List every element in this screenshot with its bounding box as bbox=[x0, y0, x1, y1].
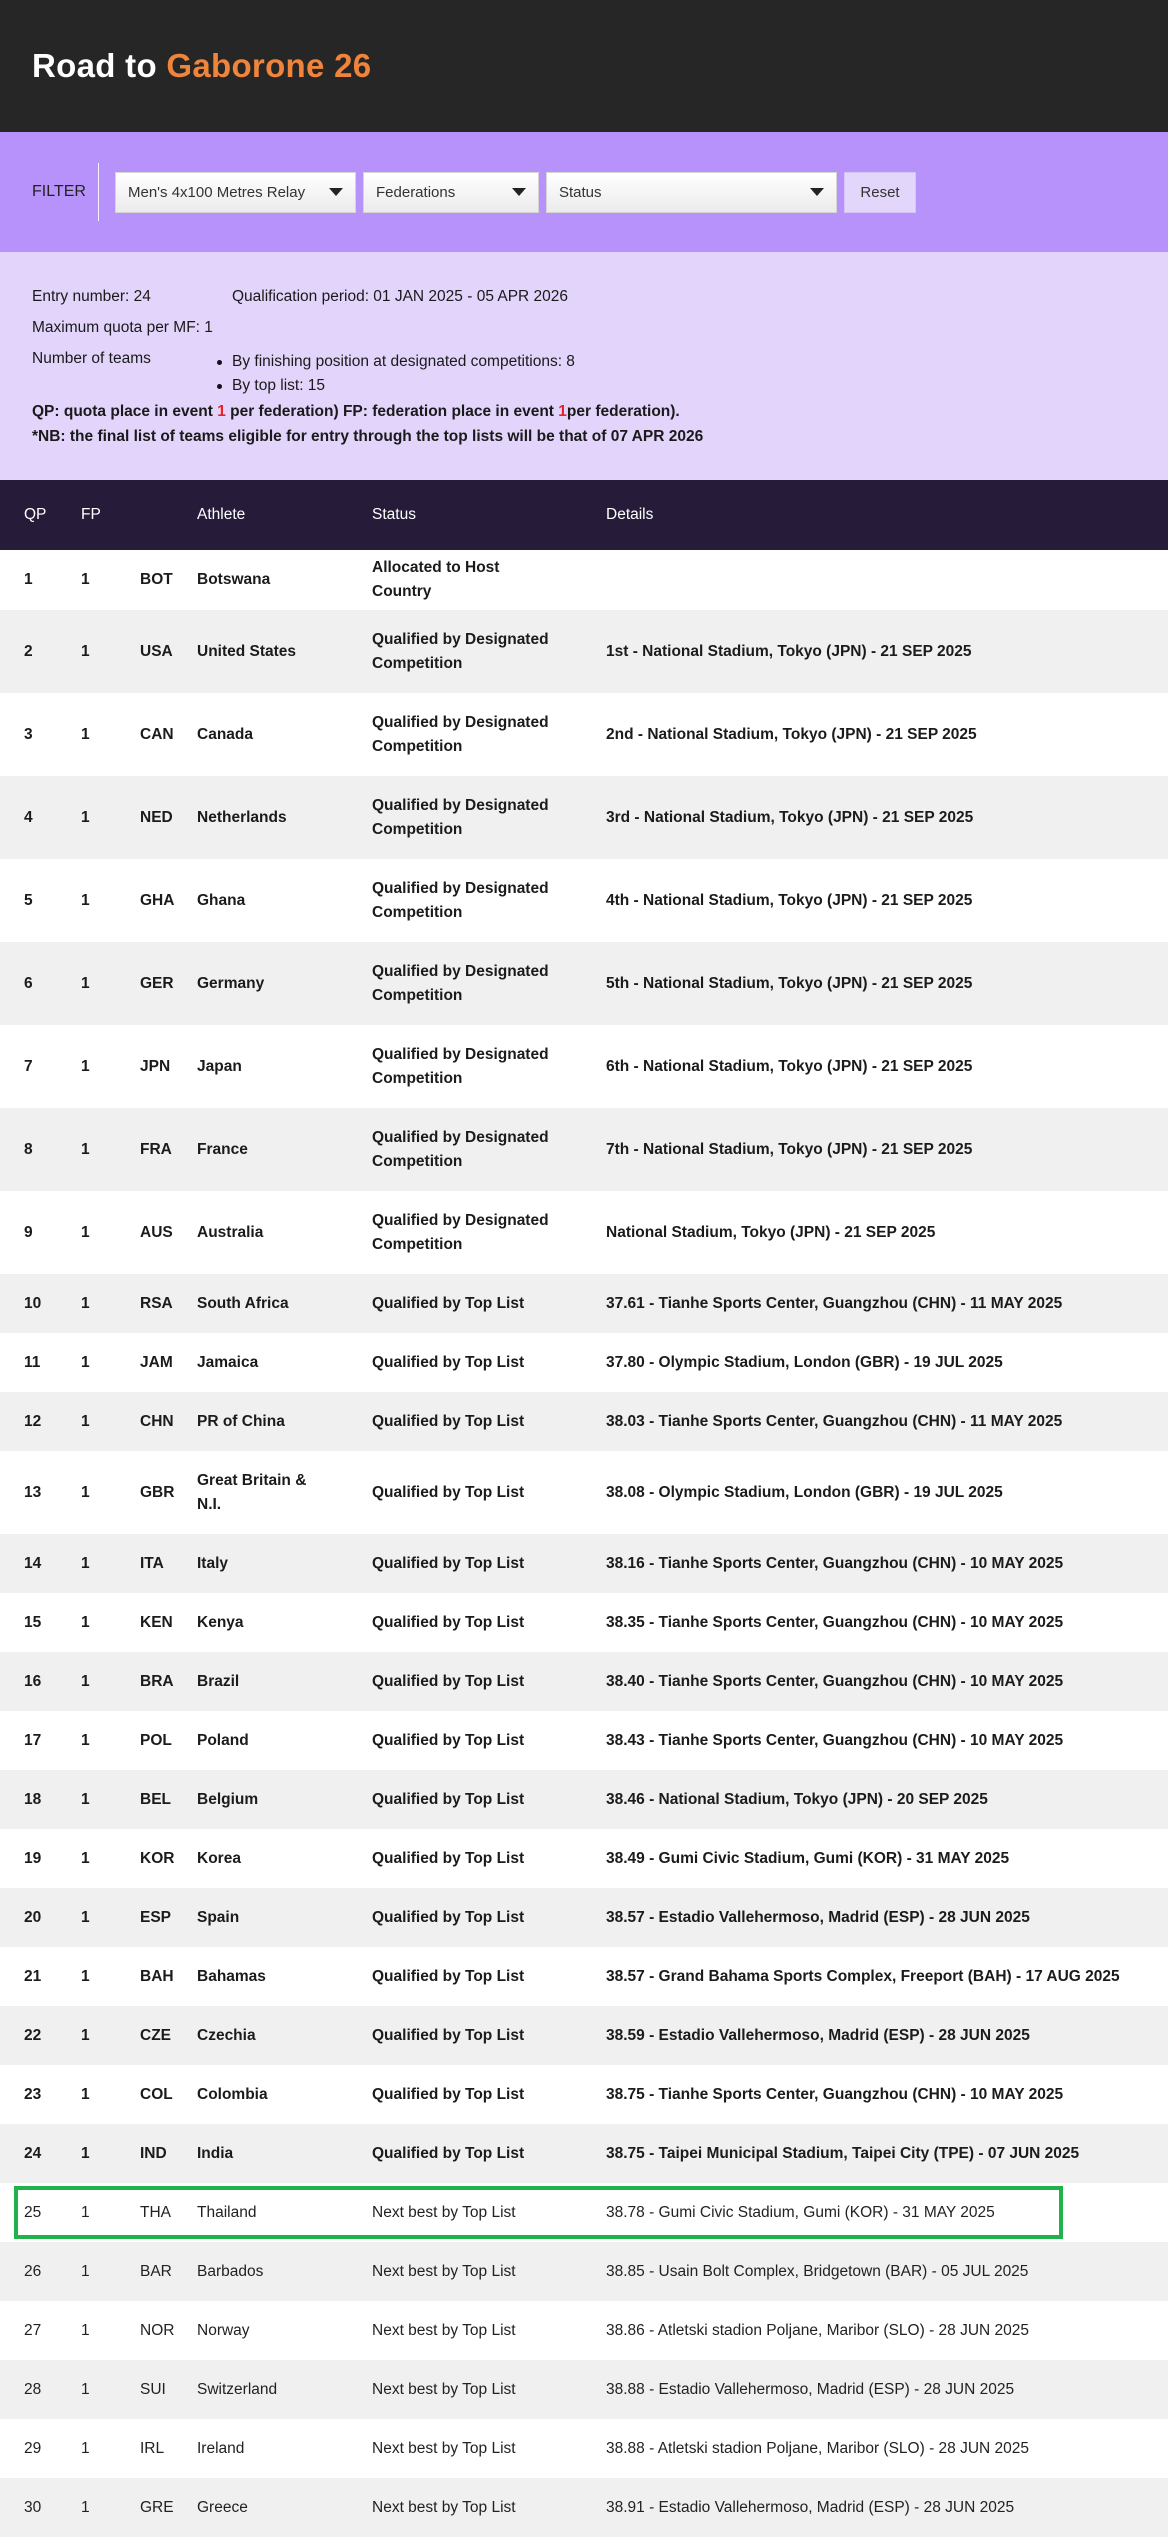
cell-qp: 12 bbox=[24, 1412, 42, 1430]
cell-qp: 10 bbox=[24, 1294, 42, 1312]
cell-country-code: CHN bbox=[140, 1412, 174, 1430]
cell-athlete: Great Britain & N.I. bbox=[197, 1471, 307, 1513]
cell-fp: 1 bbox=[81, 2380, 90, 2398]
cell-athlete: Barbados bbox=[197, 2262, 264, 2280]
cell-athlete: Italy bbox=[197, 1554, 229, 1572]
cell-details: 38.40 - Tianhe Sports Center, Guangzhou (CHN) - 10 MAY 2025 bbox=[606, 1672, 1064, 1690]
header-status: Status bbox=[372, 506, 416, 523]
cell-athlete: Belgium bbox=[197, 1790, 259, 1808]
cell-fp: 1 bbox=[81, 2203, 90, 2221]
cell-fp: 1 bbox=[81, 571, 90, 588]
cell-details: 38.85 - Usain Bolt Complex, Bridgetown (BAR) - 05 JUL 2025 bbox=[606, 2262, 1029, 2280]
chevron-down-icon bbox=[329, 188, 343, 196]
cell-details bbox=[606, 550, 1168, 610]
by-top-list: By top list: 15 bbox=[217, 374, 575, 398]
cell-country-code: RSA bbox=[140, 1294, 173, 1312]
number-of-teams-label: Number of teams bbox=[32, 350, 151, 367]
cell-athlete: France bbox=[197, 1140, 248, 1158]
cell-country-code: GER bbox=[140, 974, 174, 992]
cell-country-code: FRA bbox=[140, 1140, 172, 1158]
page-header bbox=[0, 0, 1168, 132]
cell-athlete: Norway bbox=[197, 2321, 250, 2339]
cell-fp: 1 bbox=[81, 1672, 90, 1690]
table-row bbox=[0, 1711, 1168, 1770]
cell-status: Qualified by Top List bbox=[372, 1554, 525, 1572]
cell-qp: 5 bbox=[24, 891, 33, 909]
cell-details: 38.86 - Atletski stadion Poljane, Maribor (SLO) - 28 JUN 2025 bbox=[606, 2321, 1030, 2339]
qualification-info bbox=[0, 252, 1168, 480]
cell-athlete: Thailand bbox=[197, 2203, 257, 2221]
cell-qp: 6 bbox=[24, 974, 33, 992]
cell-athlete: India bbox=[197, 2144, 234, 2162]
cell-qp: 9 bbox=[24, 1223, 33, 1241]
cell-fp: 1 bbox=[81, 1412, 90, 1430]
cell-fp: 1 bbox=[81, 1849, 90, 1867]
cell-country-code: ESP bbox=[140, 1908, 172, 1926]
header-athlete: Athlete bbox=[197, 506, 246, 523]
team-breakdown-list bbox=[217, 350, 575, 398]
cell-details: 38.59 - Estadio Vallehermoso, Madrid (ESP) - 28 JUN 2025 bbox=[606, 2026, 1030, 2044]
cell-details: 38.88 - Atletski stadion Poljane, Maribor (SLO) - 28 JUN 2025 bbox=[606, 2439, 1030, 2457]
table-row bbox=[0, 2124, 1168, 2183]
cell-details: 38.43 - Tianhe Sports Center, Guangzhou (CHN) - 10 MAY 2025 bbox=[606, 1731, 1064, 1749]
cell-country-code: USA bbox=[140, 642, 173, 660]
table-row bbox=[0, 1108, 1168, 1191]
federations-select-value: Federations bbox=[376, 183, 456, 201]
cell-status: Qualified by Top List bbox=[372, 1967, 525, 1985]
table-row bbox=[0, 1333, 1168, 1392]
cell-status: Next best by Top List bbox=[372, 2498, 516, 2516]
cell-qp: 13 bbox=[24, 1483, 42, 1501]
table-row bbox=[0, 1451, 1168, 1534]
cell-fp: 1 bbox=[81, 2498, 90, 2516]
cell-country-code: KEN bbox=[140, 1613, 173, 1631]
cell-fp: 1 bbox=[81, 2262, 90, 2280]
table-row bbox=[0, 1534, 1168, 1593]
table-row bbox=[0, 550, 1168, 610]
table-row bbox=[0, 942, 1168, 1025]
cell-details: 37.80 - Olympic Stadium, London (GBR) - 19 JUL 2025 bbox=[606, 1353, 1003, 1371]
cell-country-code: COL bbox=[140, 2085, 173, 2103]
cell-athlete: Poland bbox=[197, 1731, 249, 1749]
cell-details: 4th - National Stadium, Tokyo (JPN) - 21 SEP 2025 bbox=[606, 891, 973, 909]
cell-details: 38.35 - Tianhe Sports Center, Guangzhou (CHN) - 10 MAY 2025 bbox=[606, 1613, 1064, 1631]
cell-status: Qualified by Top List bbox=[372, 1412, 525, 1430]
cell-country-code: NED bbox=[140, 808, 173, 826]
cell-country-code: BRA bbox=[140, 1672, 174, 1690]
title-prefix: Road to bbox=[32, 47, 167, 84]
cell-athlete: Germany bbox=[197, 974, 265, 992]
cell-status: Next best by Top List bbox=[372, 2203, 516, 2221]
cell-country-code: BOT bbox=[140, 571, 173, 588]
cell-athlete: Japan bbox=[197, 1057, 242, 1075]
table-row bbox=[0, 1947, 1168, 2006]
cell-country-code: BEL bbox=[140, 1790, 171, 1808]
cell-country-code: POL bbox=[140, 1731, 172, 1749]
cell-status: Allocated to Host Country bbox=[372, 559, 500, 600]
cell-athlete: Australia bbox=[197, 1223, 264, 1241]
cell-qp: 26 bbox=[24, 2262, 42, 2280]
cell-country-code: ITA bbox=[140, 1554, 164, 1572]
cell-details: 38.57 - Grand Bahama Sports Complex, Freeport (BAH) - 17 AUG 2025 bbox=[606, 1967, 1120, 1985]
cell-status: Qualified by Top List bbox=[372, 1731, 525, 1749]
table-row bbox=[0, 610, 1168, 693]
cell-qp: 27 bbox=[24, 2321, 42, 2339]
cell-status: Qualified by Designated Competition bbox=[372, 630, 549, 672]
cell-country-code: SUI bbox=[140, 2380, 166, 2398]
cell-country-code: JAM bbox=[140, 1353, 173, 1371]
cell-qp: 7 bbox=[24, 1057, 33, 1075]
cell-status: Next best by Top List bbox=[372, 2321, 516, 2339]
table-header-row bbox=[0, 480, 1168, 550]
table-row bbox=[0, 1652, 1168, 1711]
cell-country-code: NOR bbox=[140, 2321, 175, 2339]
cell-athlete: Switzerland bbox=[197, 2380, 278, 2398]
cell-fp: 1 bbox=[81, 2321, 90, 2339]
cell-status: Qualified by Designated Competition bbox=[372, 796, 549, 838]
cell-country-code: GRE bbox=[140, 2498, 174, 2516]
table-row bbox=[0, 2065, 1168, 2124]
cell-status: Qualified by Top List bbox=[372, 1672, 525, 1690]
cell-fp: 1 bbox=[81, 1483, 90, 1501]
cell-status: Qualified by Top List bbox=[372, 1908, 525, 1926]
filter-bar bbox=[0, 132, 1168, 252]
cell-country-code: GHA bbox=[140, 891, 175, 909]
cell-qp: 16 bbox=[24, 1672, 42, 1690]
header-fp: FP bbox=[81, 506, 101, 523]
cell-fp: 1 bbox=[81, 1140, 90, 1158]
cell-details: 1st - National Stadium, Tokyo (JPN) - 21 SEP 2025 bbox=[606, 642, 972, 660]
table-row bbox=[0, 1191, 1168, 1274]
table-row bbox=[0, 2301, 1168, 2360]
qualification-table bbox=[0, 480, 1168, 2537]
cell-status: Qualified by Top List bbox=[372, 1353, 525, 1371]
cell-country-code: GBR bbox=[140, 1483, 175, 1501]
cell-athlete: South Africa bbox=[197, 1294, 289, 1312]
cell-athlete: United States bbox=[197, 642, 297, 660]
chevron-down-icon bbox=[512, 188, 526, 196]
cell-athlete: Kenya bbox=[197, 1613, 244, 1631]
cell-status: Qualified by Top List bbox=[372, 2026, 525, 2044]
cell-qp: 25 bbox=[24, 2203, 42, 2221]
cell-athlete: Colombia bbox=[197, 2085, 268, 2103]
cell-details: 38.03 - Tianhe Sports Center, Guangzhou (CHN) - 11 MAY 2025 bbox=[606, 1412, 1063, 1430]
cell-details: 6th - National Stadium, Tokyo (JPN) - 21 SEP 2025 bbox=[606, 1057, 973, 1075]
cell-status: Qualified by Designated Competition bbox=[372, 962, 549, 1004]
table-row bbox=[0, 2183, 1168, 2242]
cell-fp: 1 bbox=[81, 2026, 90, 2044]
cell-athlete: Bahamas bbox=[197, 1967, 266, 1985]
cell-details: National Stadium, Tokyo (JPN) - 21 SEP 2025 bbox=[606, 1223, 936, 1241]
cell-qp: 1 bbox=[24, 571, 33, 588]
cell-status: Qualified by Top List bbox=[372, 1483, 525, 1501]
cell-qp: 3 bbox=[24, 725, 33, 743]
max-quota: Maximum quota per MF: 1 bbox=[32, 319, 213, 336]
cell-status: Qualified by Top List bbox=[372, 1849, 525, 1867]
table-row bbox=[0, 1025, 1168, 1108]
header-code bbox=[140, 480, 197, 550]
table-body bbox=[0, 550, 1168, 2537]
cell-qp: 14 bbox=[24, 1554, 42, 1572]
qp-fp-note: QP: quota place in event 1 per federation) FP: federation place in event 1per federation). bbox=[32, 403, 680, 420]
cell-details: 38.16 - Tianhe Sports Center, Guangzhou (CHN) - 10 MAY 2025 bbox=[606, 1554, 1064, 1572]
cell-details: 5th - National Stadium, Tokyo (JPN) - 21 SEP 2025 bbox=[606, 974, 973, 992]
cell-country-code: BAH bbox=[140, 1967, 174, 1985]
cell-fp: 1 bbox=[81, 1294, 90, 1312]
cell-fp: 1 bbox=[81, 1967, 90, 1985]
cell-qp: 11 bbox=[24, 1353, 41, 1371]
cell-details: 38.08 - Olympic Stadium, London (GBR) - 19 JUL 2025 bbox=[606, 1483, 1003, 1501]
cell-details: 38.75 - Tianhe Sports Center, Guangzhou (CHN) - 10 MAY 2025 bbox=[606, 2085, 1064, 2103]
cell-fp: 1 bbox=[81, 1908, 90, 1926]
cell-country-code: CAN bbox=[140, 725, 174, 743]
cell-qp: 2 bbox=[24, 642, 33, 660]
table-row bbox=[0, 2419, 1168, 2478]
cell-athlete: Netherlands bbox=[197, 808, 287, 826]
cell-status: Qualified by Designated Competition bbox=[372, 1128, 549, 1170]
cell-details: 38.91 - Estadio Vallehermoso, Madrid (ESP) - 28 JUN 2025 bbox=[606, 2498, 1015, 2516]
cell-fp: 1 bbox=[81, 1353, 90, 1371]
event-select[interactable] bbox=[115, 172, 356, 213]
cell-status: Next best by Top List bbox=[372, 2262, 516, 2280]
cell-athlete: Canada bbox=[197, 725, 253, 743]
cell-details: 38.57 - Estadio Vallehermoso, Madrid (ESP) - 28 JUN 2025 bbox=[606, 1908, 1030, 1926]
event-select-value: Men's 4x100 Metres Relay bbox=[128, 183, 306, 201]
cell-country-code: CZE bbox=[140, 2026, 171, 2044]
cell-athlete: Korea bbox=[197, 1849, 241, 1867]
table-row bbox=[0, 2478, 1168, 2537]
reset-button[interactable]: Reset bbox=[844, 172, 916, 213]
cell-fp: 1 bbox=[81, 642, 90, 660]
cell-athlete: Botswana bbox=[197, 571, 271, 588]
cell-qp: 8 bbox=[24, 1140, 33, 1158]
cell-qp: 19 bbox=[24, 1849, 42, 1867]
cell-qp: 29 bbox=[24, 2439, 42, 2457]
cell-fp: 1 bbox=[81, 1057, 90, 1075]
chevron-down-icon bbox=[810, 188, 824, 196]
cell-details: 7th - National Stadium, Tokyo (JPN) - 21 SEP 2025 bbox=[606, 1140, 973, 1158]
cell-athlete: PR of China bbox=[197, 1412, 285, 1430]
table-row bbox=[0, 1274, 1168, 1333]
cell-fp: 1 bbox=[81, 808, 90, 826]
nb-note: *NB: the final list of teams eligible for entry through the top lists will be that of 07 APR 2026 bbox=[32, 428, 704, 445]
cell-details: 38.46 - National Stadium, Tokyo (JPN) - 20 SEP 2025 bbox=[606, 1790, 988, 1808]
cell-athlete: Czechia bbox=[197, 2026, 256, 2044]
cell-athlete: Ireland bbox=[197, 2439, 245, 2457]
cell-status: Next best by Top List bbox=[372, 2380, 516, 2398]
table-row bbox=[0, 1888, 1168, 1947]
cell-athlete: Greece bbox=[197, 2498, 248, 2516]
table-row bbox=[0, 1593, 1168, 1652]
cell-qp: 24 bbox=[24, 2144, 42, 2162]
cell-status: Qualified by Top List bbox=[372, 2085, 525, 2103]
cell-fp: 1 bbox=[81, 891, 90, 909]
cell-country-code: IND bbox=[140, 2144, 167, 2162]
filter-divider bbox=[98, 163, 99, 221]
table-row bbox=[0, 2006, 1168, 2065]
cell-fp: 1 bbox=[81, 725, 90, 743]
table-row bbox=[0, 2242, 1168, 2301]
table-row bbox=[0, 1770, 1168, 1829]
cell-details: 38.75 - Taipei Municipal Stadium, Taipei City (TPE) - 07 JUN 2025 bbox=[606, 2144, 1080, 2162]
cell-qp: 28 bbox=[24, 2380, 42, 2398]
cell-details: 37.61 - Tianhe Sports Center, Guangzhou (CHN) - 11 MAY 2025 bbox=[606, 1294, 1063, 1312]
cell-status: Next best by Top List bbox=[372, 2439, 516, 2457]
header-qp: QP bbox=[24, 506, 47, 523]
cell-country-code: THA bbox=[140, 2203, 171, 2221]
header-details: Details bbox=[606, 506, 654, 523]
cell-qp: 15 bbox=[24, 1613, 42, 1631]
cell-qp: 23 bbox=[24, 2085, 42, 2103]
table-row bbox=[0, 859, 1168, 942]
table-row bbox=[0, 2360, 1168, 2419]
cell-country-code: KOR bbox=[140, 1849, 175, 1867]
cell-fp: 1 bbox=[81, 1554, 90, 1572]
cell-status: Qualified by Top List bbox=[372, 1294, 525, 1312]
cell-country-code: JPN bbox=[140, 1057, 171, 1075]
by-finishing-position: By finishing position at designated competitions: 8 bbox=[217, 350, 575, 374]
cell-qp: 22 bbox=[24, 2026, 42, 2044]
filter-label: FILTER bbox=[32, 183, 86, 200]
cell-status: Qualified by Designated Competition bbox=[372, 1211, 549, 1253]
entry-number: Entry number: 24 bbox=[32, 288, 151, 305]
cell-fp: 1 bbox=[81, 2144, 90, 2162]
table-row bbox=[0, 1392, 1168, 1451]
cell-country-code: IRL bbox=[140, 2439, 165, 2457]
title-accent: Gaborone 26 bbox=[166, 47, 372, 84]
table-row bbox=[0, 776, 1168, 859]
qualification-period: Qualification period: 01 JAN 2025 - 05 APR 2026 bbox=[232, 288, 569, 305]
cell-details: 3rd - National Stadium, Tokyo (JPN) - 21 SEP 2025 bbox=[606, 808, 974, 826]
cell-qp: 20 bbox=[24, 1908, 42, 1926]
cell-fp: 1 bbox=[81, 974, 90, 992]
cell-fp: 1 bbox=[81, 1613, 90, 1631]
cell-status: Qualified by Designated Competition bbox=[372, 879, 549, 921]
page-title bbox=[32, 47, 371, 85]
cell-status: Qualified by Designated Competition bbox=[372, 1045, 549, 1087]
cell-country-code: AUS bbox=[140, 1223, 173, 1241]
cell-details: 38.49 - Gumi Civic Stadium, Gumi (KOR) - 31 MAY 2025 bbox=[606, 1849, 1010, 1867]
cell-qp: 18 bbox=[24, 1790, 42, 1808]
cell-fp: 1 bbox=[81, 1223, 90, 1241]
cell-details: 2nd - National Stadium, Tokyo (JPN) - 21 SEP 2025 bbox=[606, 725, 977, 743]
cell-details: 38.78 - Gumi Civic Stadium, Gumi (KOR) - 31 MAY 2025 bbox=[606, 2203, 995, 2221]
status-select-value: Status bbox=[559, 183, 602, 201]
cell-fp: 1 bbox=[81, 2085, 90, 2103]
cell-athlete: Jamaica bbox=[197, 1353, 259, 1371]
cell-status: Qualified by Designated Competition bbox=[372, 713, 549, 755]
cell-qp: 17 bbox=[24, 1731, 42, 1749]
cell-country-code: BAR bbox=[140, 2262, 172, 2280]
cell-status: Qualified by Top List bbox=[372, 2144, 525, 2162]
cell-fp: 1 bbox=[81, 1731, 90, 1749]
cell-athlete: Brazil bbox=[197, 1672, 240, 1690]
cell-fp: 1 bbox=[81, 2439, 90, 2457]
cell-details: 38.88 - Estadio Vallehermoso, Madrid (ESP) - 28 JUN 2025 bbox=[606, 2380, 1015, 2398]
cell-status: Qualified by Top List bbox=[372, 1613, 525, 1631]
cell-qp: 21 bbox=[24, 1967, 42, 1985]
table-row bbox=[0, 693, 1168, 776]
cell-fp: 1 bbox=[81, 1790, 90, 1808]
cell-athlete: Spain bbox=[197, 1908, 240, 1926]
status-select[interactable] bbox=[546, 172, 837, 213]
table-row bbox=[0, 1829, 1168, 1888]
cell-athlete: Ghana bbox=[197, 891, 246, 909]
cell-qp: 4 bbox=[24, 808, 33, 826]
cell-status: Qualified by Top List bbox=[372, 1790, 525, 1808]
federations-select[interactable] bbox=[363, 172, 539, 213]
cell-qp: 30 bbox=[24, 2498, 42, 2516]
